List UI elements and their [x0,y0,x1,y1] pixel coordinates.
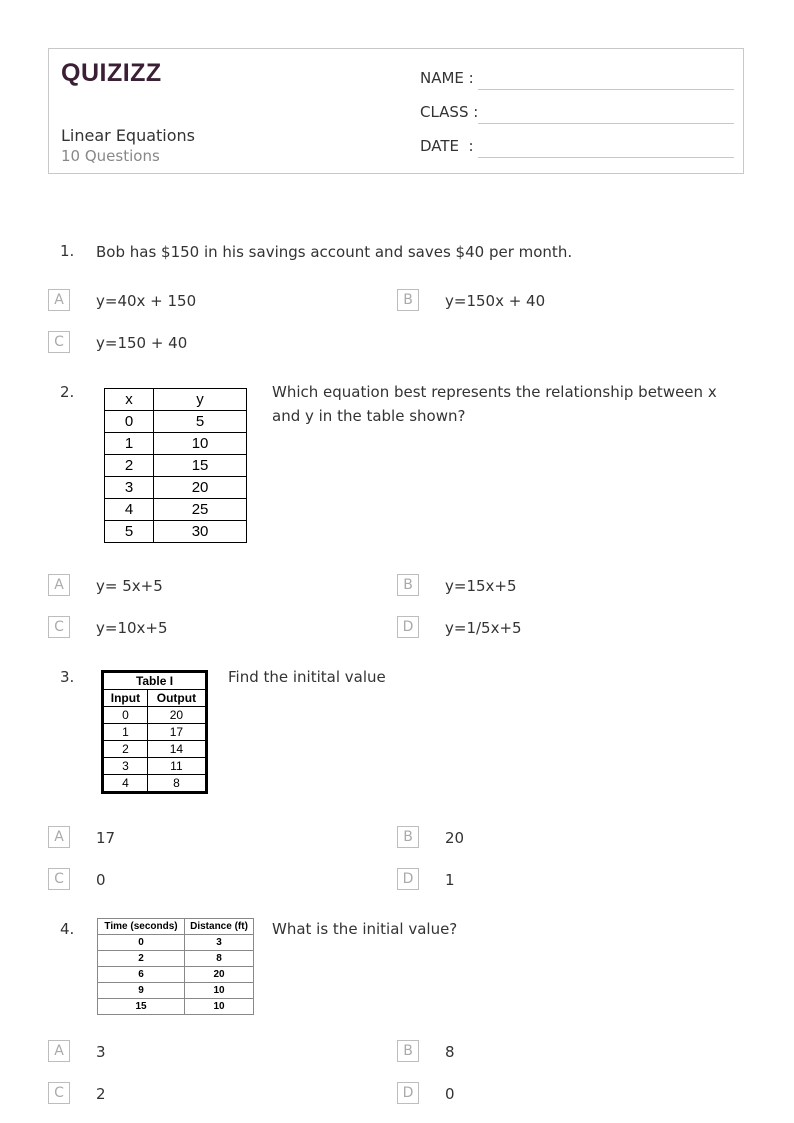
table-row [105,477,247,499]
option-text: y=10x+5 [96,619,168,637]
table-cell: 20 [185,967,254,983]
table-cell: 2 [105,455,154,477]
table-header-cell: Distance (ft) [185,919,254,935]
option-text: 1 [445,871,455,889]
option-text: 20 [445,829,465,847]
option-letter[interactable]: A [48,574,70,596]
table-cell: 5 [154,411,247,433]
option-letter[interactable]: C [48,331,70,353]
table-cell: 2 [103,741,148,758]
class-label: CLASS : [420,103,479,121]
table-row [103,758,207,775]
table-header-row [103,690,207,707]
option-text: y=1/5x+5 [445,619,522,637]
option-text: y= 5x+5 [96,577,163,595]
date-label: DATE : [420,137,474,155]
table-row [98,999,254,1015]
table-row [98,951,254,967]
question-text: Bob has $150 in his savings account and saves $40 per month. [96,243,573,261]
table-cell: 10 [185,999,254,1015]
class-line [478,123,734,124]
option-text: 3 [96,1043,106,1061]
table-row [105,499,247,521]
input-output-table [101,670,208,794]
table-row [103,741,207,758]
option-letter[interactable]: D [397,868,419,890]
name-line [478,89,734,90]
table-cell: 9 [98,983,185,999]
table-cell: 8 [147,775,206,793]
table-cell: 4 [105,499,154,521]
option-letter[interactable]: A [48,1040,70,1062]
worksheet-title: Linear Equations [61,126,196,145]
table-cell: 25 [154,499,247,521]
option-letter[interactable]: B [397,1040,419,1062]
option-text: 17 [96,829,116,847]
table-row [105,433,247,455]
question-count: 10 Questions [61,147,160,165]
table-row [103,724,207,741]
table-row [98,967,254,983]
question-text: Find the initital value [228,668,386,686]
option-text: 0 [96,871,106,889]
option-text: y=150 + 40 [96,334,188,352]
table-row [98,983,254,999]
option-letter[interactable]: D [397,1082,419,1104]
date-line [478,157,734,158]
table-caption-row [103,672,207,690]
table-cell: 8 [185,951,254,967]
table-cell: 3 [105,477,154,499]
table-cell: 15 [154,455,247,477]
table-cell: 14 [147,741,206,758]
table-cell: 20 [147,707,206,724]
table-cell: 3 [185,935,254,951]
table-cell: 15 [98,999,185,1015]
table-caption: Table I [103,672,207,690]
table-cell: 30 [154,521,247,543]
option-letter[interactable]: C [48,1082,70,1104]
option-letter[interactable]: A [48,289,70,311]
option-letter[interactable]: A [48,826,70,848]
option-text: 8 [445,1043,455,1061]
table-cell: 3 [103,758,148,775]
table-header-cell: Output [147,690,206,707]
option-text: y=150x + 40 [445,292,546,310]
table-row [105,455,247,477]
question-number: 1. [60,242,75,260]
table-row [105,411,247,433]
table-cell: 11 [147,758,206,775]
option-letter[interactable]: B [397,289,419,311]
table-header-cell: x [105,389,154,411]
table-cell: 1 [105,433,154,455]
table-cell: 10 [185,983,254,999]
table-header-cell: y [154,389,247,411]
table-cell: 0 [105,411,154,433]
option-letter[interactable]: C [48,616,70,638]
table-row [103,775,207,793]
option-text: y=40x + 150 [96,292,197,310]
table-row [105,521,247,543]
option-letter[interactable]: D [397,616,419,638]
quizizz-logo: QUIZIZZ [61,59,162,87]
table-row [98,935,254,951]
xy-table [104,388,247,543]
table-cell: 4 [103,775,148,793]
option-letter[interactable]: B [397,826,419,848]
question-text: Which equation best represents the relationship between x and y in the table shown? [272,383,717,425]
question-text: What is the initial value? [272,920,458,938]
name-label: NAME : [420,69,474,87]
table-cell: 0 [103,707,148,724]
table-cell: 5 [105,521,154,543]
table-row [103,707,207,724]
table-cell: 0 [98,935,185,951]
table-cell: 20 [154,477,247,499]
option-letter[interactable]: C [48,868,70,890]
table-header-cell: Input [103,690,148,707]
table-cell: 2 [98,951,185,967]
table-cell: 6 [98,967,185,983]
question-number: 4. [60,920,75,938]
table-cell: 17 [147,724,206,741]
question-number: 3. [60,668,75,686]
table-header-row [105,389,247,411]
question-number: 2. [60,383,75,401]
table-header-cell: Time (seconds) [98,919,185,935]
option-text: y=15x+5 [445,577,517,595]
option-text: 0 [445,1085,455,1103]
worksheet-header [48,48,744,174]
table-header-row [98,919,254,935]
table-cell: 10 [154,433,247,455]
option-letter[interactable]: B [397,574,419,596]
option-text: 2 [96,1085,106,1103]
time-distance-table [97,918,254,1015]
table-cell: 1 [103,724,148,741]
